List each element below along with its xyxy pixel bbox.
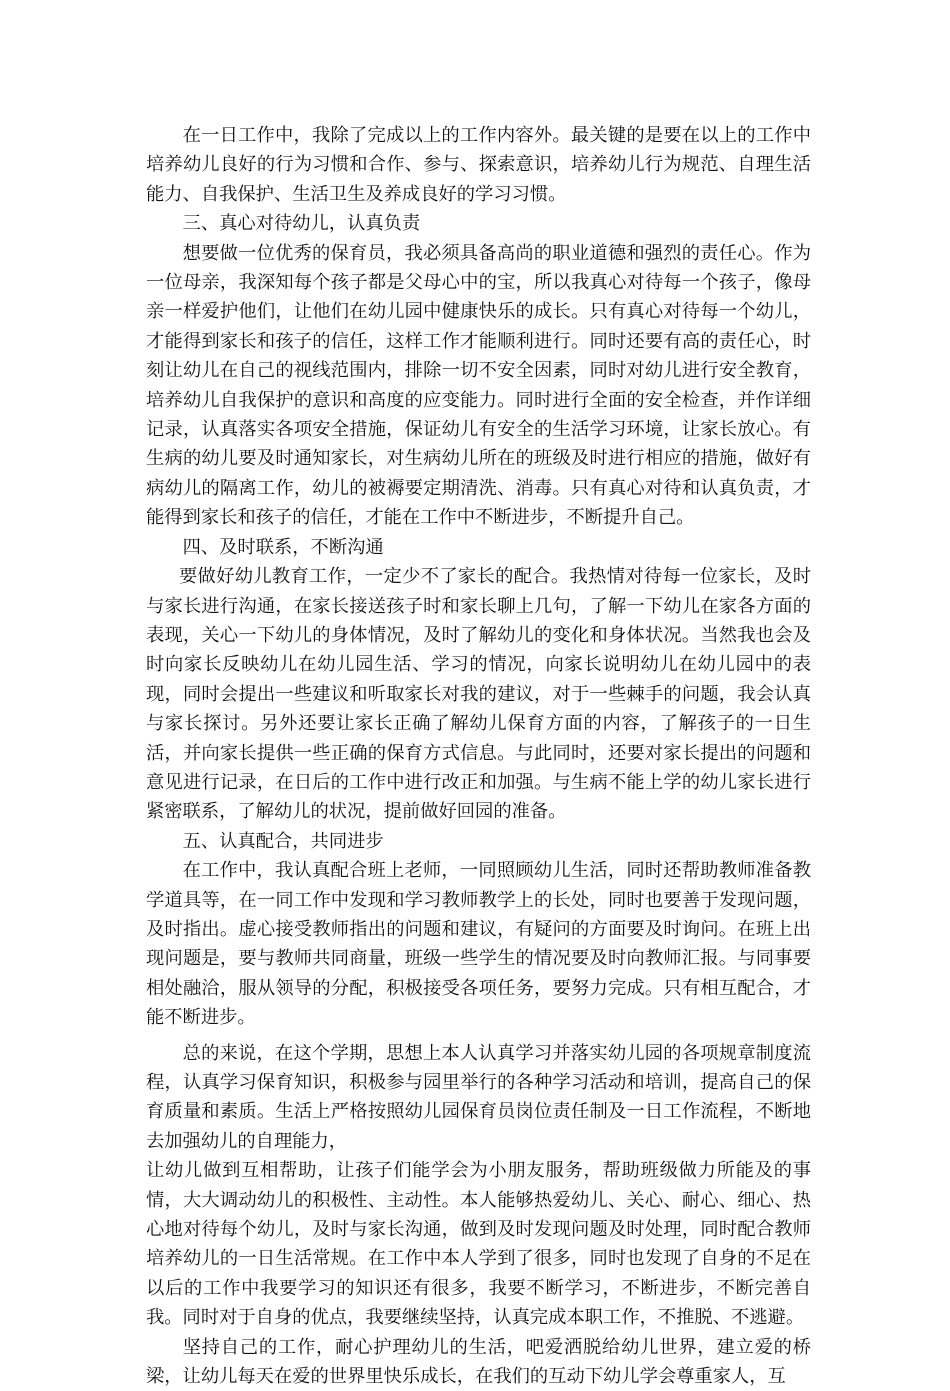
section-heading-5: 五、认真配合，共同进步 <box>182 830 384 852</box>
section-heading-4: 四、及时联系，不断沟通 <box>182 536 384 558</box>
paragraph-summary-continued: 让幼儿做到互相帮助，让孩子们能学会为小朋友服务，帮助班级做力所能及的事情，大大调动幼儿的积极性、主动性。本人能够热爱幼儿、关心、耐心、细心、热心地对待每个幼儿，及时与家长沟通，做到及时发现问题及时处理，同时配合教师培养幼儿的一日生活常规。在工作中本人学到了很多，同时也发现了自身的不足在以后的工作中我要学习的知识还有很多，我要不断学习，不断进步，不断完善自我。同时对于自身的优点，我要继续坚持，认真完成本职工作，不推脱、不逃避。 <box>146 1160 811 1329</box>
paragraph-section-3: 想要做一位优秀的保育员，我必须具备高尚的职业道德和强烈的责任心。作为一位母亲，我深知每个孩子都是父母心中的宝，所以我真心对待每一个孩子，像母亲一样爱护他们，让他们在幼儿园中健康快乐的成长。只有真心对待每一个幼儿，才能得到家长和孩子的信任，这样工作才能顺利进行。同时还要有高的责任心，时刻让幼儿在自己的视线范围内，排除一切不安全因素，同时对幼儿进行安全教育，培养幼儿自我保护的意识和高度的应变能力。同时进行全面的安全检查，并作详细记录，认真落实各项安全措施，保证幼儿有安全的生活学习环境，让家长放心。有生病的幼儿要及时通知家长，对生病幼儿所在的班级及时进行相应的措施，做好有病幼儿的隔离工作，幼儿的被褥要定期清洗、消毒。只有真心对待和认真负责，才能得到家长和孩子的信任，才能在工作中不断进步，不断提升自己。 <box>146 242 811 529</box>
paragraph-daily-work: 在一日工作中，我除了完成以上的工作内容外。最关键的是要在以上的工作中培养幼儿良好的行为习惯和合作、参与、探索意识，培养幼儿行为规范、自理生活能力、自我保护、生活卫生及养成良好的学习习惯。 <box>146 125 811 205</box>
paragraph-summary: 总的来说，在这个学期，思想上本人认真学习并落实幼儿园的各项规章制度流程，认真学习保育知识，积极参与园里举行的各种学习活动和培训，提高自己的保育质量和素质。生活上严格按照幼儿园保育员岗位责任制及一日工作流程，不断地去加强幼儿的自理能力， <box>146 1042 811 1152</box>
section-heading-3: 三、真心对待幼儿，认真负责 <box>182 213 421 235</box>
document-body <box>146 121 811 1391</box>
paragraph-section-4: 要做好幼儿教育工作，一定少不了家长的配合。我热情对待每一位家长，及时与家长进行沟通，在家长接送孩子时和家长聊上几句，了解一下幼儿在家各方面的表现，关心一下幼儿的身体情况，及时了解幼儿的变化和身体状况。当然我也会及时向家长反映幼儿在幼儿园生活、学习的情况，向家长说明幼儿在幼儿园中的表现，同时会提出一些建议和听取家长对我的建议，对于一些棘手的问题，我会认真与家长探讨。另外还要让家长正确了解幼儿保育方面的内容，了解孩子的一日生活，并向家长提供一些正确的保育方式信息。与此同时，还要对家长提出的问题和意见进行记录，在日后的工作中进行改正和加强。与生病不能上学的幼儿家长进行紧密联系，了解幼儿的状况，提前做好回园的准备。 <box>146 566 811 823</box>
paragraph-closing: 坚持自己的工作，耐心护理幼儿的生活，吧爱洒脱给幼儿世界，建立爱的桥梁，让幼儿每天在爱的世界里快乐成长，在我们的互动下幼儿学会尊重家人，互 <box>146 1336 811 1388</box>
paragraph-section-5: 在工作中，我认真配合班上老师，一同照顾幼儿生活，同时还帮助教师准备教学道具等，在一同工作中发现和学习教师教学上的长处，同时也要善于发现问题，及时指出。虚心接受教师指出的问题和建议，有疑问的方面要及时询问。在班上出现问题是，要与教师共同商量，班级一些学生的情况要及时向教师汇报。与同事要相处融洽，服从领导的分配，积极接受各项任务，要努力完成。只有相互配合，才能不断进步。 <box>146 860 811 1029</box>
